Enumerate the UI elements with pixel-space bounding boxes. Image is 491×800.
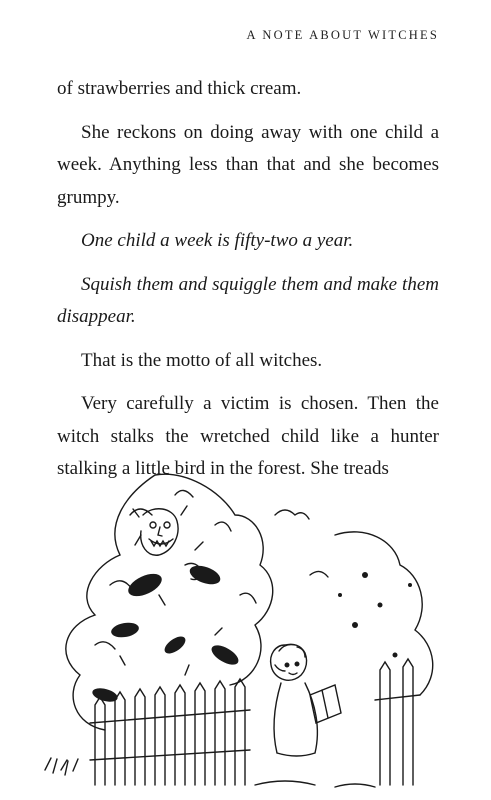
paragraph-2: She reckons on doing away with one child a week. Anything less than that and she becomes grumpy. bbox=[57, 121, 439, 208]
paragraph-1: of strawberries and thick cream. bbox=[57, 78, 302, 99]
paragraph-4: Very carefully a victim is chosen. Then the witch stalks the wretched child like a hunter stalking a little bird in the forest. She treads bbox=[57, 393, 439, 479]
body-text bbox=[57, 73, 439, 497]
witch-behind-hedge-illustration bbox=[35, 455, 455, 795]
paragraph-3: That is the motto of all witches. bbox=[81, 349, 323, 371]
motto-line-2: Squish them and squiggle them and make them disappear. bbox=[57, 273, 439, 327]
running-head: A NOTE ABOUT WITCHES bbox=[246, 28, 439, 42]
motto-line-1: One child a week is fifty-two a year. bbox=[81, 230, 354, 251]
illustration-drawing bbox=[35, 455, 455, 795]
